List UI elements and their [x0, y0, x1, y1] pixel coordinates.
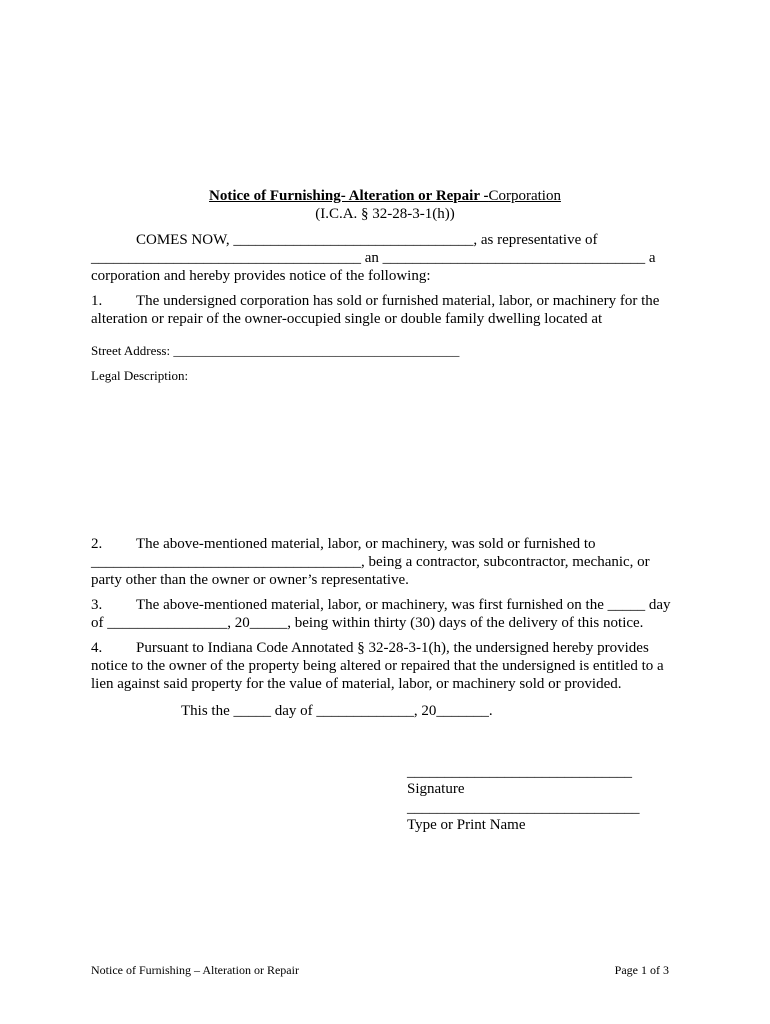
para2-line-3: party other than the owner or owner’s representative. — [91, 572, 409, 588]
para1-line-2: alteration or repair of the owner-occupied single or double family dwelling located at — [91, 311, 603, 327]
para1-line-1: The undersigned corporation has sold or furnished material, labor, or machinery for the — [136, 293, 660, 309]
para2-number: 2. — [91, 536, 103, 552]
title-corporation-text: Corporation — [488, 188, 561, 204]
footer-page-number: Page 1 of 3 — [614, 963, 669, 977]
intro-line-2: ____________________________________ an ___________________________________ a — [91, 250, 656, 266]
intro-line-1: COMES NOW, ________________________________, as representative of — [136, 232, 598, 248]
signature-line: ______________________________ — [407, 764, 632, 780]
statute-citation: (I.C.A. § 32-28-3-1(h)) — [315, 206, 455, 222]
para3-line-2: of ________________, 20_____, being within thirty (30) days of the delivery of this notice. — [91, 615, 644, 631]
title-bold-text: Notice of Furnishing- Alteration or Repair - — [209, 188, 489, 204]
footer-title: Notice of Furnishing – Alteration or Repair — [91, 963, 299, 977]
signature-label: Signature — [407, 781, 465, 797]
dated-line: This the _____ day of _____________, 20_______. — [181, 703, 493, 719]
para4-line-3: lien against said property for the value of material, labor, or machinery sold or provided. — [91, 676, 622, 692]
print-name-label: Type or Print Name — [407, 817, 526, 833]
legal-description-label: Legal Description: — [91, 368, 189, 383]
street-address-field: Street Address: ____________________________________________ — [91, 343, 460, 358]
para3-line-1: The above-mentioned material, labor, or machinery, was first furnished on the _____ day — [136, 597, 671, 613]
document-title — [0, 187, 770, 205]
print-name-line: _______________________________ — [407, 800, 640, 816]
para3-number: 3. — [91, 597, 103, 613]
para1-number: 1. — [91, 293, 103, 309]
intro-line-3: corporation and hereby provides notice of the following: — [91, 268, 431, 284]
para4-line-1: Pursuant to Indiana Code Annotated § 32-28-3-1(h), the undersigned hereby provides — [136, 640, 649, 656]
para4-line-2: notice to the owner of the property being altered or repaired that the undersigned is entitled to a — [91, 658, 664, 674]
para4-number: 4. — [91, 640, 103, 656]
para2-line-1: The above-mentioned material, labor, or machinery, was sold or furnished to — [136, 536, 596, 552]
para2-line-2: ____________________________________, being a contractor, subcontractor, mechanic, or — [91, 554, 650, 570]
